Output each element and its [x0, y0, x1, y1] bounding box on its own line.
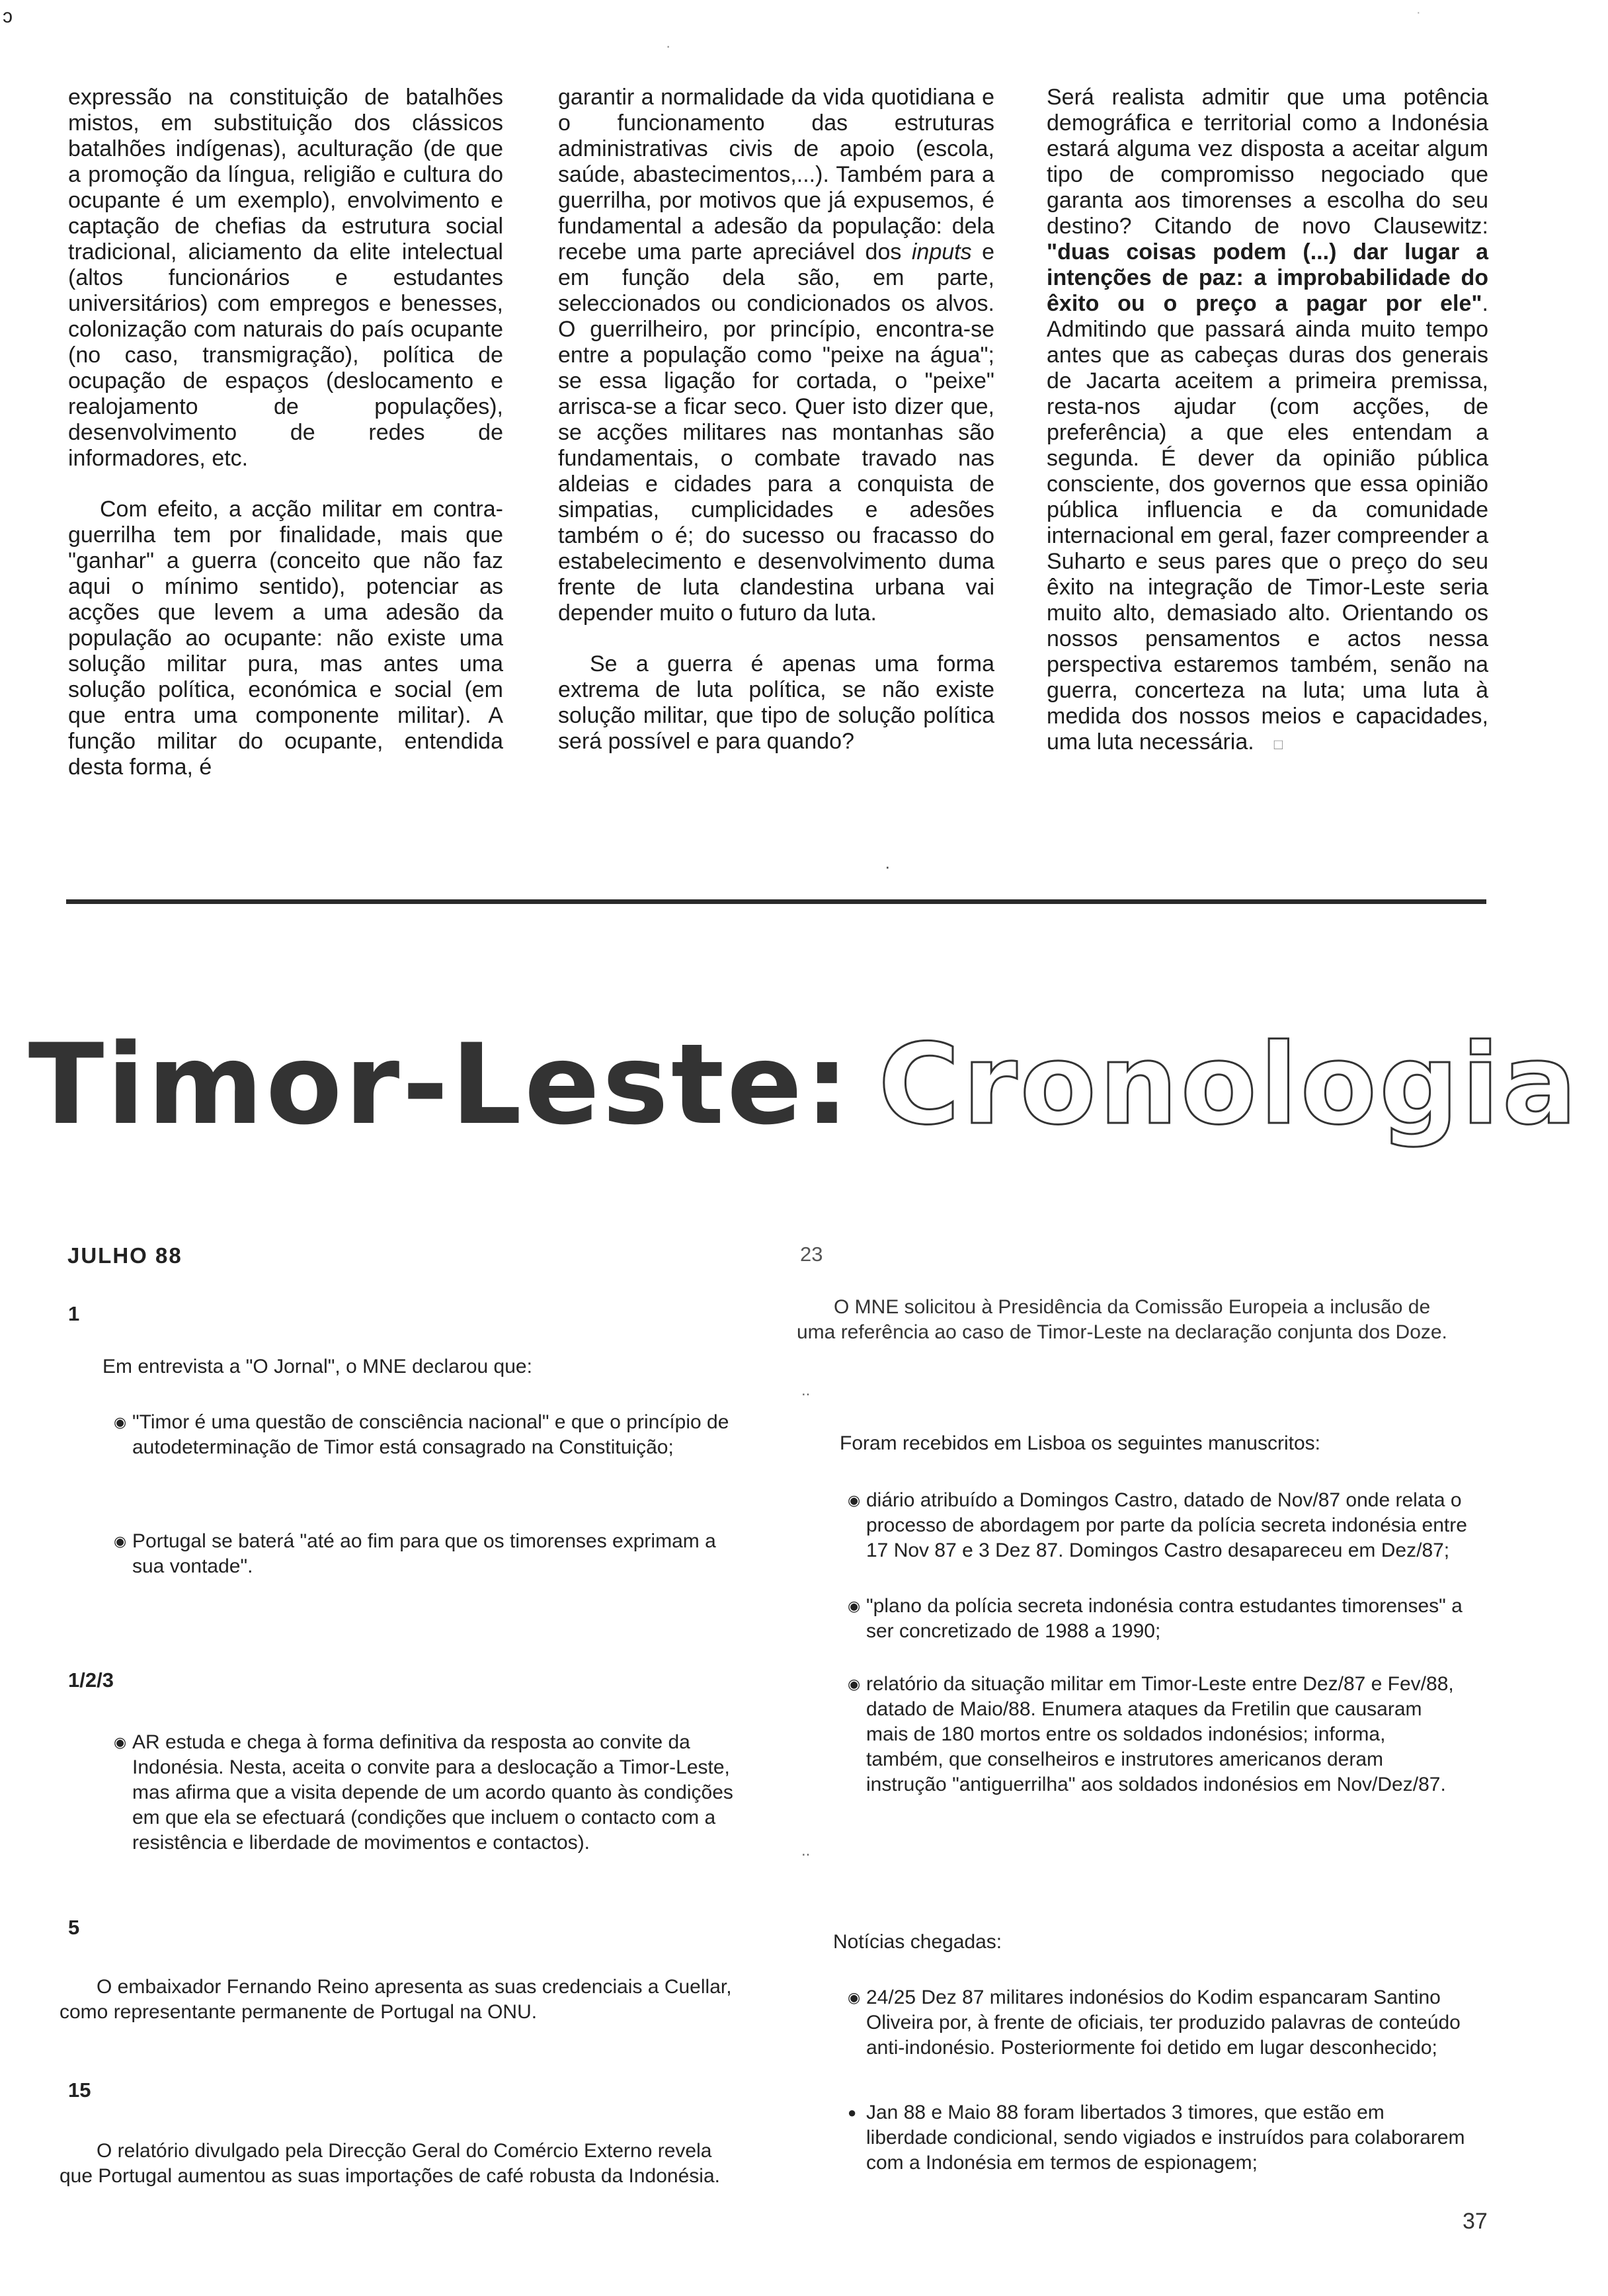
entry-text: Notícias chegadas:: [833, 1931, 1002, 1953]
separator-dots: ..: [801, 1842, 811, 1860]
article-column-2: [558, 85, 994, 780]
entry-text: O embaixador Fernando Reino apresenta as suas credenciais a Cuellar, como representante permanente de Portugal na ONU.: [60, 1976, 732, 2023]
text-run: . Admitindo que passará ainda muito tempo antes que as cabeças duras dos generais de Jacarta aceitem a primeira premissa, resta-nos ajudar (com acções, de preferência) a que eles entendam a segunda. É dever da opinião pública consciente, dos governos que essa opinião pública influencia e da comunidade internacional em geral, fazer compreender a Suharto e seus pares que o preço do seu êxito na integração de Timor-Leste seria muito alto, demasiado alto. Orientando os nossos pensamentos e actos nessa perspectiva estaremos também, senão na guerra, concerteza na luta; uma luta à medida dos nossos meios e capacidades, uma luta necessária.: [1047, 291, 1488, 755]
article-paragraph: Se a guerra é apenas uma forma extrema de luta política, se não existe solução militar, que tipo de solução política será possível e para quando?: [558, 651, 994, 754]
list-item: [114, 1410, 747, 1460]
list-item: [848, 1985, 1468, 2061]
list-item-text: relatório da situação militar em Timor-Leste entre Dez/87 e Fev/88, datado de Maio/88. Enumera ataques da Fretilin que causaram mais de 180 mortos entre os soldados indonésios; informa, também, que conselheiros e instrutores americanos deram instrução "antiguerrilha" aos soldados indonésios em Nov/Dez/87.: [866, 1673, 1454, 1795]
corner-mark: ɔ: [3, 5, 13, 27]
article-column-1: [68, 85, 503, 805]
section-divider: [66, 899, 1486, 904]
list-item-text: Jan 88 e Maio 88 foram libertados 3 timores, que estão em liberdade condicional, sendo vigiados e instruídos para colaborarem com a Indonésia em termos de espionagem;: [866, 2102, 1465, 2174]
bullet-icon: ◉: [114, 1414, 127, 1430]
day-label: 15: [68, 2078, 91, 2102]
article-paragraph: expressão na constituição de batalhões mistos, em substituição dos clássicos batalhões indígenas), aculturação (de que a promoção da língua, religião e cultura do ocupante é um exemplo), envolvimento e captação de chefias da estrutura social tradicional, aliciamento da elite intelectual (altos funcionários e estudantes universitários) com empregos e benesses, colonização com naturais do país ocupante (no caso, transmigração), política de ocupação de espaços (deslocamento e realojamento de populações), desenvolvimento de redes de informadores, etc.: [68, 85, 503, 471]
list-item: [848, 1488, 1468, 1563]
bullet-icon: ◉: [848, 1989, 861, 2006]
pencil-mark: ·: [666, 38, 671, 54]
day-label: 23: [800, 1243, 823, 1266]
section-title: [0, 1018, 1608, 1151]
article-paragraph: [1047, 85, 1488, 757]
entry-text: Foram recebidos em Lisboa os seguintes manuscritos:: [840, 1432, 1321, 1454]
list-item-text: "plano da polícia secreta indonésia contra estudantes timorenses" a ser concretizado de 1988 a 1990;: [866, 1595, 1463, 1642]
month-heading: JULHO 88: [67, 1243, 182, 1268]
emphasis-text: inputs: [911, 239, 972, 265]
bullet-icon: ◉: [848, 1676, 861, 1692]
list-item-text: Portugal se baterá "até ao fim para que os timorenses exprimam a sua vontade".: [132, 1530, 716, 1577]
day-label: 1/2/3: [68, 1668, 114, 1692]
stray-dot: ·: [885, 856, 891, 876]
list-item: [848, 1594, 1468, 1644]
end-of-article-mark: □: [1273, 736, 1283, 753]
title-part-1: Timor-Leste:: [28, 1020, 852, 1149]
entry-text: Em entrevista a "O Jornal", o MNE declarou que:: [102, 1356, 532, 1377]
list-item: [848, 2100, 1468, 2176]
separator-dots: ..: [801, 1381, 811, 1399]
list-item: [114, 1529, 747, 1579]
list-item: [114, 1730, 747, 1856]
article-column-3: [1047, 85, 1488, 782]
entry-text: O relatório divulgado pela Direcção Geral do Comércio Externo revela que Portugal aumentou as suas importações de café robusta da Indonésia.: [60, 2140, 720, 2187]
text-run: e em função dela são, em parte, seleccionados ou condicionados os alvos. O guerrilheiro, por princípio, encontra-se entre a população como "peixe na água"; se essa ligação for cortada, o "peixe" arrisca-se a ficar seco. Quer isto dizer que, se acções militares nas montanhas são fundamentais, o combate travado nas aldeias e cidades para a conquista de simpatias, cumplicidades e adesões também o é; do sucesso ou fracasso do estabelecimento e desenvolvimento duma frente de luta clandestina urbana vai depender muito o futuro da luta.: [558, 239, 994, 626]
pencil-mark-2: ·: [1416, 5, 1421, 20]
bullet-icon: ◉: [114, 1734, 127, 1750]
bullet-icon: ◉: [114, 1533, 127, 1549]
article-paragraph: Com efeito, a acção militar em contra-guerrilha tem por finalidade, mais que "ganhar" a guerra (conceito que não faz aqui o mínimo sentido), potenciar as acções que levem a uma adesão da população ao ocupante: não existe uma solução militar pura, mas antes uma solução política, económica e social (em que entra uma componente militar). A função militar do ocupante, entendida desta forma, é: [68, 497, 503, 780]
day-label: 1: [68, 1302, 80, 1325]
bullet-icon: ◉: [848, 1598, 861, 1614]
list-item-text: AR estuda e chega à forma definitiva da resposta ao convite da Indonésia. Nesta, aceita o convite para a deslocação a Timor-Leste, mas afirma que a visita depende de um acordo quanto às condições em que ela se efectuará (condições que incluem o contacto com a resistência e liberdade de movimentos e contactos).: [132, 1731, 733, 1854]
bullet-icon: ◉: [848, 1492, 861, 1508]
list-item-text: diário atribuído a Domingos Castro, datado de Nov/87 onde relata o processo de abordagem por parte da polícia secreta indonésia entre 17 Nov 87 e 3 Dez 87. Domingos Castro desapareceu em Dez/87;: [866, 1489, 1467, 1561]
article-paragraph: [558, 85, 994, 626]
page-number: 37: [1463, 2209, 1488, 2234]
list-item: [848, 1672, 1468, 1797]
list-item-text: "Timor é uma questão de consciência nacional" e que o princípio de autodeterminação de Timor está consagrado na Constituição;: [132, 1411, 729, 1458]
quote-bold: "duas coisas podem (...) dar lugar a intenções de paz: a improbabilidade do êxito ou o preço a pagar por ele": [1047, 239, 1488, 316]
text-run: Será realista admitir que uma potência demográfica e territorial como a Indonésia estará alguma vez disposta a aceitar algum tipo de compromisso negociado que garanta aos timorenses a escolha do seu destino? Citando de novo Clausewitz:: [1047, 85, 1488, 239]
text-run: garantir a normalidade da vida quotidiana e o funcionamento das estruturas administrativas civis de apoio (escola, saúde, abastecimentos,...). Também para a guerrilha, por motivos que já expusemos, é fundamental a adesão da população: dela recebe uma parte apreciável dos: [558, 85, 994, 265]
title-part-2: Cronologia: [878, 1020, 1580, 1149]
day-label: 5: [68, 1916, 80, 1939]
bullet-icon: ●: [848, 2104, 857, 2121]
entry-text: O MNE solicitou à Presidência da Comissão Europeia a inclusão de uma referência ao caso de Timor-Leste na declaração conjunta dos Doze.: [797, 1296, 1447, 1343]
list-item-text: 24/25 Dez 87 militares indonésios do Kodim espancaram Santino Oliveira por, à frente de oficiais, ter produzido palavras de conteúdo anti-indonésio. Posteriormente foi detido em lugar desconhecido;: [866, 1987, 1461, 2059]
